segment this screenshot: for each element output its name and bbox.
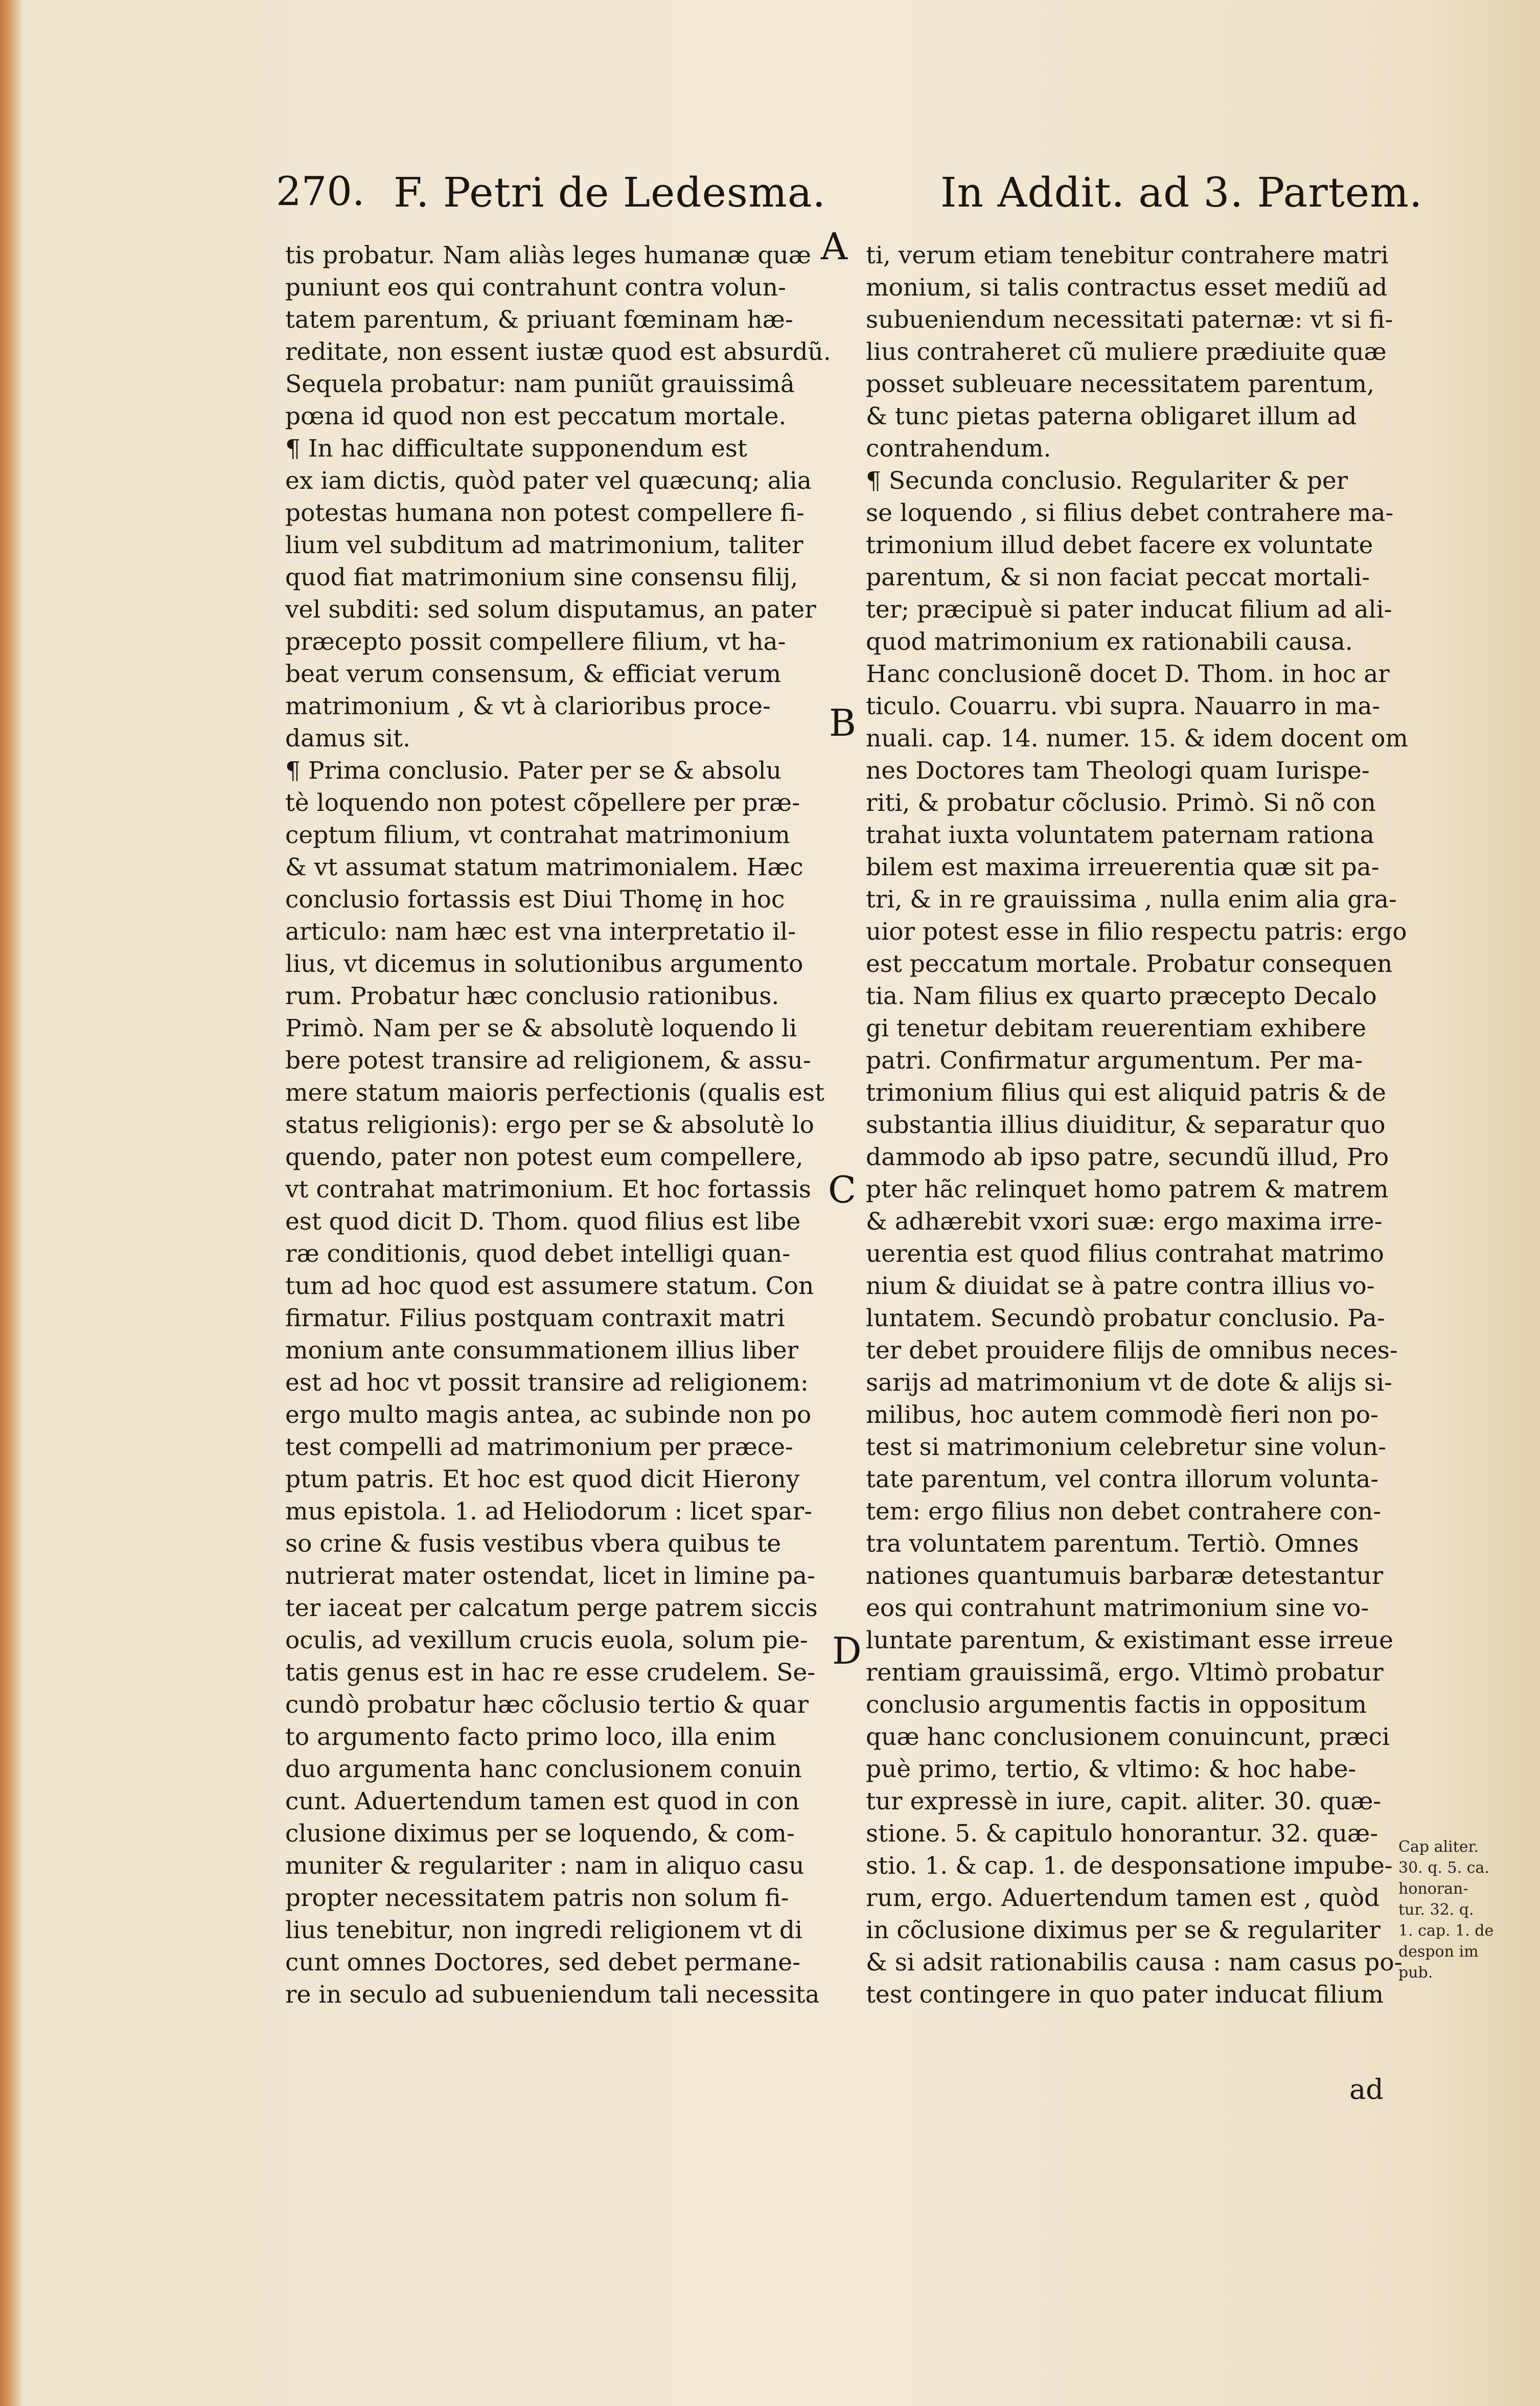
text-line: test si matrimonium celebretur sine volun- <box>866 1433 1387 1461</box>
text-line: trimonium filius qui est aliquid patris & de <box>866 1079 1386 1107</box>
text-line: ¶ Secunda conclusio. Regulariter & per <box>866 467 1348 495</box>
text-line: ræ conditionis, quod debet intelligi quan- <box>285 1240 791 1268</box>
section-mark-d: D <box>832 1629 862 1672</box>
text-line: Hanc conclusionẽ docet D. Thom. in hoc ar <box>866 660 1390 688</box>
text-line: luntatem. Secundò probatur conclusio. Pa- <box>866 1304 1385 1332</box>
text-line: nationes quantumuis barbaræ detestantur <box>866 1562 1384 1590</box>
text-line: gi tenetur debitam reuerentiam exhibere <box>866 1014 1367 1042</box>
text-line: luntate parentum, & existimant esse irreue <box>866 1626 1393 1654</box>
text-line: & tunc pietas paterna obligaret illum ad <box>866 402 1357 430</box>
text-line: vt contrahat matrimonium. Et hoc fortassis <box>285 1175 812 1204</box>
text-line: lius contraheret cũ muliere prædiuite quæ <box>866 338 1387 366</box>
text-line: potestas humana non potest compellere fi- <box>285 499 805 527</box>
text-line: eos qui contrahunt matrimonium sine vo- <box>866 1594 1369 1622</box>
text-line: tatem parentum, & priuant fœminam hæ- <box>285 306 793 334</box>
text-line: tatis genus est in hac re esse crudelem. Se- <box>285 1659 816 1687</box>
text-line: quendo, pater non potest eum compellere, <box>285 1143 803 1171</box>
text-line: se loquendo , si filius debet contrahere ma- <box>866 499 1394 527</box>
text-line: est peccatum mortale. Probatur consequen <box>866 950 1393 978</box>
text-line: uior potest esse in filio respectu patris: ergo <box>866 918 1407 946</box>
text-line: bilem est maxima irreuerentia quæ sit pa- <box>866 853 1380 881</box>
section-mark-c: C <box>828 1168 857 1211</box>
text-line: damus sit. <box>285 724 410 753</box>
text-line: tra voluntatem parentum. Tertiò. Omnes <box>866 1530 1359 1558</box>
text-line: est quod dicit D. Thom. quod filius est libe <box>285 1208 801 1236</box>
text-line: rum. Probatur hæc conclusio rationibus. <box>285 982 779 1010</box>
text-line: ¶ In hac difficultate supponendum est <box>285 435 747 463</box>
running-head-title: In Addit. ad 3. Partem. <box>940 169 1423 216</box>
text-line: contrahendum. <box>866 435 1051 463</box>
text-line: in cõclusione diximus per se & regulariter <box>866 1916 1381 1944</box>
text-line: sarijs ad matrimonium vt de dote & alijs si- <box>866 1369 1393 1397</box>
text-line: trahat iuxta voluntatem paternam rationa <box>866 821 1374 849</box>
text-line: so crine & fusis vestibus vbera quibus te <box>285 1530 782 1558</box>
text-line: Primò. Nam per se & absolutè loquendo li <box>285 1014 797 1042</box>
text-line: monium, si talis contractus esset mediũ ad <box>866 274 1388 302</box>
text-line: subueniendum necessitati paternæ: vt si fi- <box>866 306 1393 334</box>
text-line: despon im <box>1398 1943 1479 1961</box>
text-line: nium & diuidat se à patre contra illius vo- <box>866 1272 1375 1300</box>
text-line: patri. Confirmatur argumentum. Per ma- <box>866 1047 1363 1075</box>
text-line: tem: ergo filius non debet contrahere con- <box>866 1497 1382 1526</box>
text-line: pub. <box>1398 1964 1433 1982</box>
margin-note <box>1398 1836 1501 1983</box>
text-line: oculis, ad vexillum crucis euola, solum pie- <box>285 1626 808 1654</box>
text-line: nutrierat mater ostendat, licet in limine pa- <box>285 1562 815 1590</box>
text-line: puè primo, tertio, & vltimo: & hoc habe- <box>866 1755 1357 1783</box>
text-line: ti, verum etiam tenebitur contrahere matri <box>866 241 1389 269</box>
text-line: articulo: nam hæc est vna interpretatio il- <box>285 918 796 946</box>
text-line: cunt omnes Doctores, sed debet permane- <box>285 1948 800 1977</box>
text-line: pter hãc relinquet homo patrem & matrem <box>866 1175 1389 1204</box>
text-line: quæ hanc conclusionem conuincunt, præci <box>866 1723 1390 1751</box>
running-header <box>0 169 1540 235</box>
text-line: rentiam grauissimã, ergo. Vltimò probatur <box>866 1659 1384 1687</box>
text-line: tur. 32. q. <box>1398 1901 1474 1919</box>
text-line: puniunt eos qui contrahunt contra volun- <box>285 274 786 302</box>
text-line: lius tenebitur, non ingredi religionem vt di <box>285 1916 802 1944</box>
right-text-column <box>866 239 1408 2011</box>
text-line: uerentia est quod filius contrahat matrimo <box>866 1240 1384 1268</box>
text-line: quod fiat matrimonium sine consensu filij, <box>285 563 798 592</box>
text-line: propter necessitatem patris non solum fi- <box>285 1884 789 1912</box>
text-line: præcepto possit compellere filium, vt ha- <box>285 628 786 656</box>
text-line: vel subditi: sed solum disputamus, an pater <box>285 596 816 624</box>
text-line: milibus, hoc autem commodè fieri non po- <box>866 1401 1378 1429</box>
text-line: duo argumenta hanc conclusionem conuin <box>285 1755 802 1783</box>
text-line: ¶ Prima conclusio. Pater per se & absolu <box>285 757 782 785</box>
text-line: ceptum filium, vt contrahat matrimonium <box>285 821 790 849</box>
text-line: matrimonium , & vt à clarioribus proce- <box>285 692 771 720</box>
text-line: & si adsit rationabilis causa : nam casus po- <box>866 1948 1403 1977</box>
text-line: test compelli ad matrimonium per præce- <box>285 1433 793 1461</box>
text-line: cunt. Aduertendum tamen est quod in con <box>285 1787 800 1815</box>
text-line: ter; præcipuè si pater inducat filium ad ali- <box>866 596 1392 624</box>
text-line: bere potest transire ad religionem, & assu- <box>285 1047 811 1075</box>
text-line: tè loquendo non potest cõpellere per præ- <box>285 789 800 817</box>
running-head-author: F. Petri de Ledesma. <box>394 169 826 216</box>
text-line: est ad hoc vt possit transire ad religionem: <box>285 1369 809 1397</box>
text-line: ergo multo magis antea, ac subinde non po <box>285 1401 812 1429</box>
text-line: ptum patris. Et hoc est quod dicit Hierony <box>285 1465 800 1493</box>
text-line: 1. cap. 1. de <box>1398 1922 1494 1940</box>
text-line: quod matrimonium ex rationabili causa. <box>866 628 1353 656</box>
text-line: conclusio argumentis factis in oppositum <box>866 1691 1367 1719</box>
text-line: tia. Nam filius ex quarto præcepto Decalo <box>866 982 1377 1010</box>
text-line: Sequela probatur: nam puniũt grauissimâ <box>285 370 795 398</box>
text-line: firmatur. Filius postquam contraxit matri <box>285 1304 785 1332</box>
text-line: rum, ergo. Aduertendum tamen est , quòd <box>866 1884 1380 1912</box>
catchword: ad <box>1349 2073 1384 2105</box>
text-line: status religionis): ergo per se & absolutè lo <box>285 1111 814 1139</box>
text-line: posset subleuare necessitatem parentum, <box>866 370 1375 398</box>
text-line: mere statum maioris perfectionis (qualis est <box>285 1079 824 1107</box>
page-number: 270. <box>276 169 365 215</box>
text-line: test contingere in quo pater inducat filium <box>866 1981 1384 2009</box>
text-line: Cap aliter. <box>1398 1838 1479 1856</box>
text-line: clusione diximus per se loquendo, & com- <box>285 1820 795 1848</box>
section-mark-a: A <box>821 225 847 268</box>
text-line: reditate, non essent iustæ quod est absurdũ. <box>285 338 831 366</box>
section-mark-b: B <box>829 701 856 744</box>
text-line: dammodo ab ipso patre, secundũ illud, Pro <box>866 1143 1389 1171</box>
text-line: nuali. cap. 14. numer. 15. & idem docent om <box>866 724 1408 753</box>
text-line: conclusio fortassis est Diui Thomę in hoc <box>285 886 785 914</box>
text-line: lium vel subditum ad matrimonium, taliter <box>285 531 803 559</box>
text-line: cundò probatur hæc cõclusio tertio & quar <box>285 1691 809 1719</box>
text-line: monium ante consummationem illius liber <box>285 1336 799 1365</box>
text-line: muniter & regulariter : nam in aliquo casu <box>285 1852 805 1880</box>
text-line: re in seculo ad subueniendum tali necessita <box>285 1981 820 2009</box>
text-line: ex iam dictis, quòd pater vel quæcunq; alia <box>285 467 812 495</box>
text-line: parentum, & si non faciat peccat mortali- <box>866 563 1370 592</box>
text-line: tum ad hoc quod est assumere statum. Con <box>285 1272 814 1300</box>
text-line: ter iaceat per calcatum perge patrem siccis <box>285 1594 818 1622</box>
text-line: ticulo. Couarru. vbi supra. Nauarro in ma- <box>866 692 1381 720</box>
text-line: lius, vt dicemus in solutionibus argumento <box>285 950 803 978</box>
text-line: substantia illius diuiditur, & separatur quo <box>866 1111 1386 1139</box>
text-line: stione. 5. & capitulo honorantur. 32. quæ- <box>866 1820 1378 1848</box>
text-line: ter debet prouidere filijs de omnibus neces- <box>866 1336 1398 1365</box>
text-line: beat verum consensum, & efficiat verum <box>285 660 782 688</box>
left-text-column <box>285 239 831 2011</box>
text-line: mus epistola. 1. ad Heliodorum : licet spar- <box>285 1497 813 1526</box>
text-line: tate parentum, vel contra illorum volunta- <box>866 1465 1379 1493</box>
text-line: trimonium illud debet facere ex voluntate <box>866 531 1373 559</box>
text-line: honoran- <box>1398 1880 1468 1898</box>
text-line: nes Doctores tam Theologi quam Iurispe- <box>866 757 1370 785</box>
text-line: tur expressè in iure, capit. aliter. 30. quæ- <box>866 1787 1382 1815</box>
text-line: pœna id quod non est peccatum mortale. <box>285 402 787 430</box>
text-line: stio. 1. & cap. 1. de desponsatione impube- <box>866 1852 1393 1880</box>
text-line: & adhærebit vxori suæ: ergo maxima irre- <box>866 1208 1383 1236</box>
text-line: riti, & probatur cõclusio. Primò. Si nõ con <box>866 789 1376 817</box>
text-line: 30. q. 5. ca. <box>1398 1859 1489 1877</box>
text-line: & vt assumat statum matrimonialem. Hæc <box>285 853 803 881</box>
text-line: to argumento facto primo loco, illa enim <box>285 1723 776 1751</box>
text-line: tis probatur. Nam aliàs leges humanæ quæ <box>285 241 811 269</box>
text-line: tri, & in re grauissima , nulla enim alia gra- <box>866 886 1397 914</box>
